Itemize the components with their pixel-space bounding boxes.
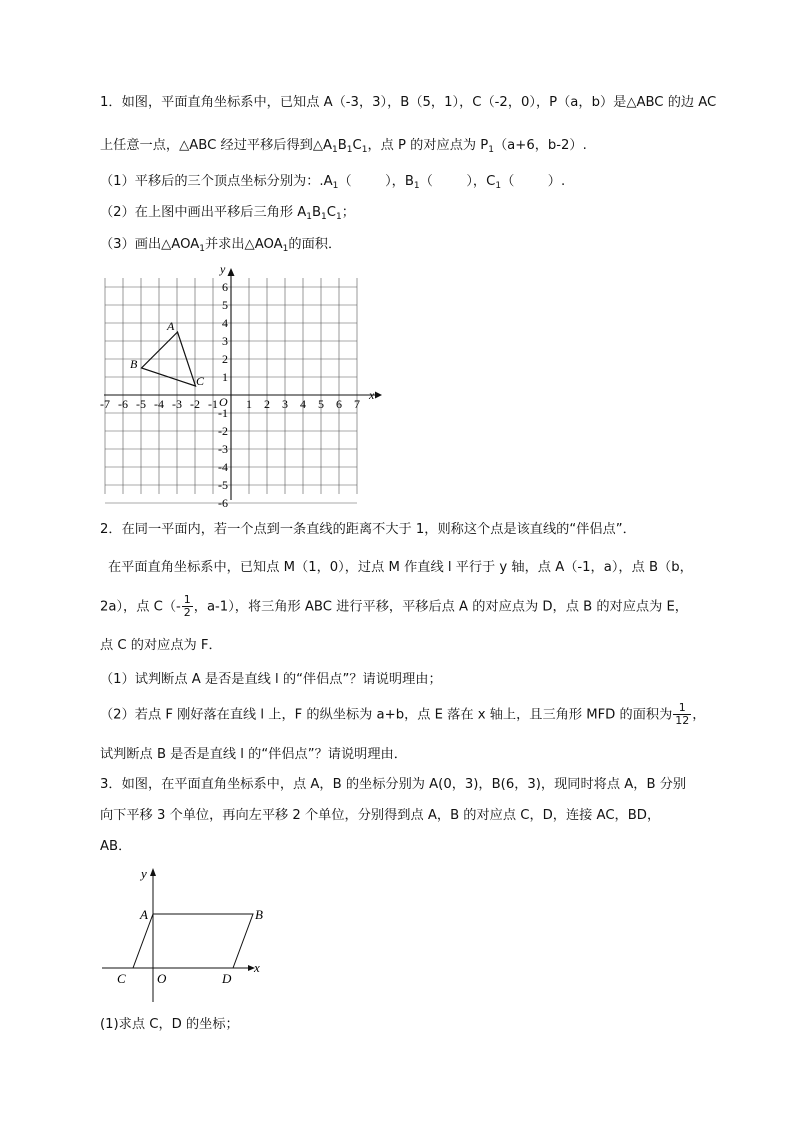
- x-tick-label: 5: [318, 397, 324, 411]
- x-tick-label: 6: [336, 397, 342, 411]
- y-tick-label: -3: [218, 442, 228, 456]
- y-axis-label: y: [141, 866, 147, 881]
- point-c-label: C: [196, 374, 205, 388]
- x-tick-label: -3: [172, 397, 182, 411]
- q2-line3: 2a），点 C（- $\frac{1}{2}$ ，a-1），将三角形 ABC 进行平移，平移后点 A 的对应点为 D，点 B 的对应点为 E，: [100, 593, 688, 619]
- q2-part2-line2: 试判断点 B 是否是直线 l 的“伴侣点”？请说明理由．: [100, 747, 407, 762]
- x-tick-label: 7: [354, 397, 360, 411]
- q3-part1: (1)求点 C，D 的坐标；: [100, 1017, 239, 1032]
- x-tick-label: -7: [100, 397, 110, 411]
- q1-part1: （1）平移后的三个顶点坐标分别为：$.A_1$（ ），$B_1$（ ），$C_1$（ ）.: [100, 174, 566, 191]
- q2-part2: （2）若点 F 刚好落在直线 l 上，F 的纵坐标为 a+b，点 E 落在 x 轴上，且三角形 MFD 的面积为 $\frac{1}{12}$ ，: [100, 701, 706, 727]
- q1-part2: （2）在上图中画出平移后三角形 $A_1B_1C_1$；: [100, 205, 355, 222]
- x-tick-label: 3: [282, 397, 288, 411]
- q3-line1: 3．如图，在平面直角坐标系中，点 A，B 的坐标分别为 A(0，3)，B(6，3)，现同时将点 A，B 分别: [100, 777, 687, 792]
- x-tick-label: -5: [136, 397, 146, 411]
- q2-part1: （1）试判断点 A 是否是直线 l 的“伴侣点”？请说明理由；: [100, 672, 442, 687]
- x-axis-label: x: [254, 960, 260, 975]
- y-tick-label: 4: [222, 316, 228, 330]
- y-tick-label: 3: [222, 334, 228, 348]
- y-tick-label: 1: [222, 370, 228, 384]
- y-tick-label: 6: [222, 280, 228, 294]
- y-tick-label: 2: [222, 352, 228, 366]
- origin-label: O: [157, 971, 167, 986]
- q2-line2: 在平面直角坐标系中，已知点 M（1，0），过点 M 作直线 l 平行于 y 轴，点 A（-1，a），点 B（b，: [108, 560, 693, 575]
- y-tick-label: -2: [218, 424, 228, 438]
- y-tick-label: -1: [218, 406, 228, 420]
- x-tick-label: 4: [300, 397, 306, 411]
- point-d-label: D: [222, 971, 232, 986]
- q1-part3: （3）画出$\triangle AOA_1$并求出$\triangle AOA_1$的面积．: [100, 237, 342, 254]
- point-b-label: B: [255, 907, 263, 922]
- point-c-label: C: [117, 971, 126, 986]
- x-tick-labels: [100, 397, 360, 411]
- fraction-one-twelfth: $\frac{1}{12}$: [675, 701, 690, 727]
- q1-line1: 1．如图，平面直角坐标系中，已知点 A（-3，3），B（5，1），C（-2，0），P（a，b）是△ABC 的边 AC: [100, 95, 717, 110]
- x-tick-label: -2: [190, 397, 200, 411]
- y-axis: [228, 268, 235, 500]
- parallelogram-figure: [96, 862, 276, 1007]
- x-axis-label: x: [369, 388, 375, 402]
- x-tick-label: 1: [246, 397, 252, 411]
- x-tick-label: 2: [264, 397, 270, 411]
- q1-line2: 上任意一点，△ABC 经过平移后得到$\triangle A_1B_1C_1$，点 P 的对应点为 $P_1(a+6$，b-2）.: [100, 138, 587, 155]
- y-tick-label: -6: [218, 496, 228, 510]
- y-axis: [150, 868, 156, 1002]
- fraction-neg-half: $\frac{1}{2}$: [183, 593, 191, 619]
- q2-line4: 点 C 的对应点为 F．: [100, 638, 222, 653]
- y-tick-label: 5: [222, 298, 228, 312]
- y-tick-label: -5: [218, 478, 228, 492]
- x-tick-label: -1: [208, 397, 218, 411]
- y-tick-label: -4: [218, 460, 228, 474]
- point-b-label: B: [130, 357, 138, 371]
- coordinate-grid-figure: [92, 262, 392, 510]
- point-a-label: A: [167, 319, 175, 333]
- origin-label: O: [219, 395, 228, 409]
- q3-line2: 向下平移 3 个单位，再向左平移 2 个单位，分别得到点 A，B 的对应点 C，D，连接 AC，BD，: [100, 808, 661, 823]
- y-axis-label: y: [220, 262, 226, 276]
- q3-line3: AB．: [100, 839, 132, 854]
- point-a-label: A: [140, 907, 148, 922]
- x-tick-label: -4: [154, 397, 164, 411]
- x-tick-label: -6: [118, 397, 128, 411]
- parallelogram-abdc: [133, 914, 253, 968]
- q2-line1: 2．在同一平面内，若一个点到一条直线的距离不大于 1，则称这个点是该直线的“伴侣点”．: [100, 522, 636, 537]
